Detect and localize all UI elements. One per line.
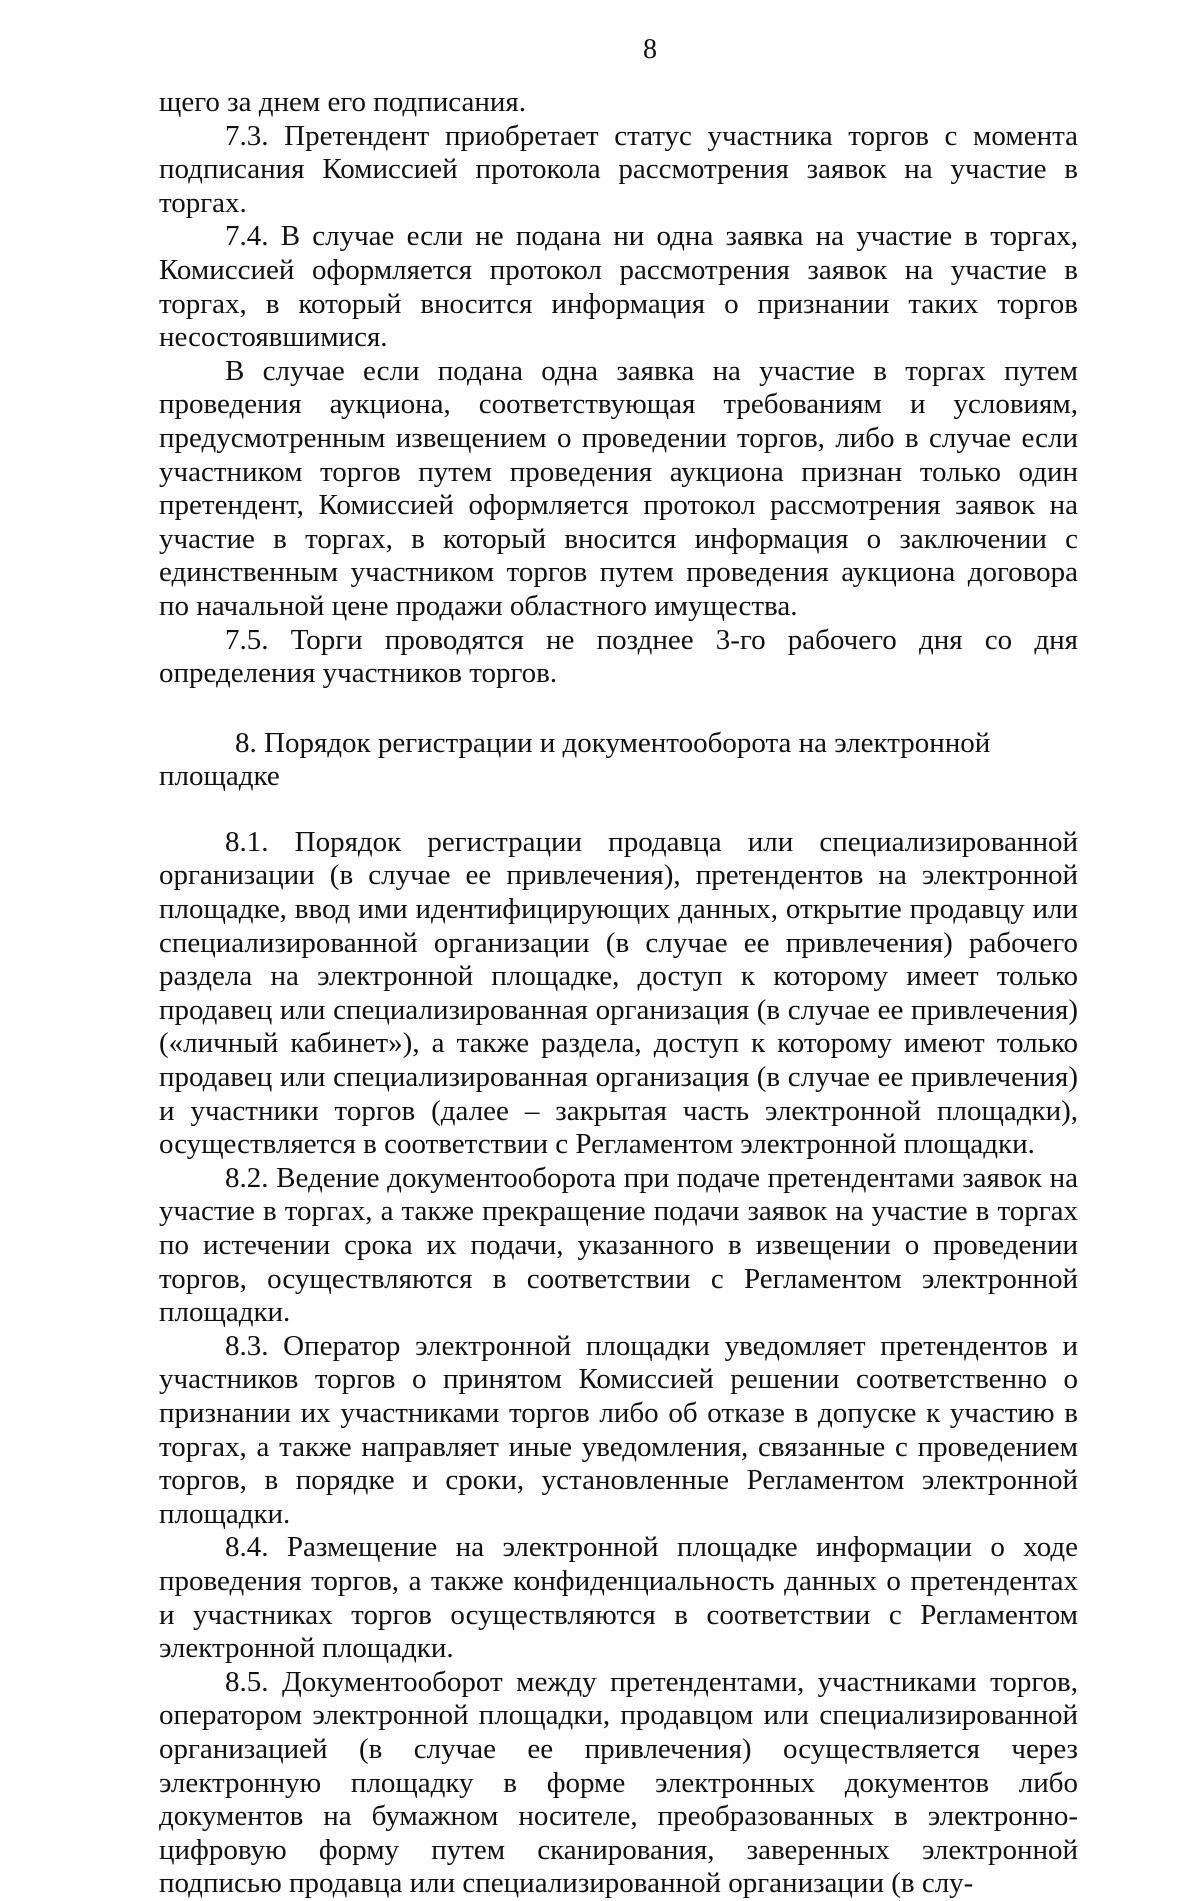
paragraph-8-5: 8.5. Документооборот между претендентами, участниками торгов, оператором электронной площадки, продавцом или специализированной организацией (в случае ее привлечения) осуществляется через электронную площадку в форме электронных документов либо документов на бумажном носителе, преобразованных в электронно-цифровую форму путем сканирования, заверенных электронной подписью продавца или специализированной организации (в слу- <box>159 1665 1078 1900</box>
paragraph-8-1: 8.1. Порядок регистрации продавца или специализированной организации (в случае ее привлечения), претендентов на электронной площадке, ввод ими идентифицирующих данных, открытие продавцу или специализированной организации (в случае ее привлечения) рабочего раздела на электронной площадке, доступ к которому имеет только продавец или специализированная организация (в случае ее привлечения) («личный кабинет»), а также раздела, доступ к которому имеют только продавец или специализированная организация (в случае ее привлечения) и участники торгов (далее – закрытая часть электронной площадки), осуществляется в соответствии с Регламентом электронной площадки. <box>159 825 1078 1161</box>
paragraph-7-4-single-bid: В случае если подана одна заявка на участие в торгах путем проведения аукциона, соответствующая требованиям и условиям, предусмотренным извещением о проведении торгов, либо в случае если участником торгов путем проведения аукциона признан только один претендент, Комиссией оформляется протокол рассмотрения заявок на участие в торгах, в который вносится информация о заключении с единственным участником торгов путем проведения аукциона договора по начальной цене продажи областного имущества. <box>159 354 1078 622</box>
paragraph-7-3: 7.3. Претендент приобретает статус участника торгов с момента подписания Комиссией протокола рассмотрения заявок на участие в торгах. <box>159 119 1078 219</box>
section-heading-8: 8. Порядок регистрации и документооборота на электронной площадке <box>159 726 991 793</box>
paragraph-8-2: 8.2. Ведение документооборота при подаче претендентами заявок на участие в торгах, а также прекращение подачи заявок на участие в торгах по истечении срока их подачи, указанного в извещении о проведении торгов, осуществляются в соответствии с Регламентом электронной площадки. <box>159 1161 1078 1329</box>
paragraph-7-4: 7.4. В случае если не подана ни одна заявка на участие в торгах, Комиссией оформляется протокол рассмотрения заявок на участие в торгах, в который вносится информация о признании таких торгов несостоявшимися. <box>159 220 1078 354</box>
document-body <box>159 86 1078 1901</box>
paragraph-7-5: 7.5. Торги проводятся не позднее 3-го рабочего дня со дня определения участников торгов. <box>159 623 1078 690</box>
paragraph-8-4: 8.4. Размещение на электронной площадке информации о ходе проведения торгов, а также конфиденциальность данных о претендентах и участниках торгов осуществляются в соответствии с Регламентом электронной площадки. <box>159 1531 1078 1665</box>
paragraph-continuation: щего за днем его подписания. <box>159 86 526 118</box>
paragraph-8-3: 8.3. Оператор электронной площадки уведомляет претендентов и участников торгов о принятом Комиссией решении соответственно о признании их участниками торгов либо об отказе в допуске к участию в торгах, а также направляет иные уведомления, связанные с проведением торгов, в порядке и сроки, установленные Регламентом электронной площадки. <box>159 1329 1078 1530</box>
page-number: 8 <box>643 34 657 65</box>
